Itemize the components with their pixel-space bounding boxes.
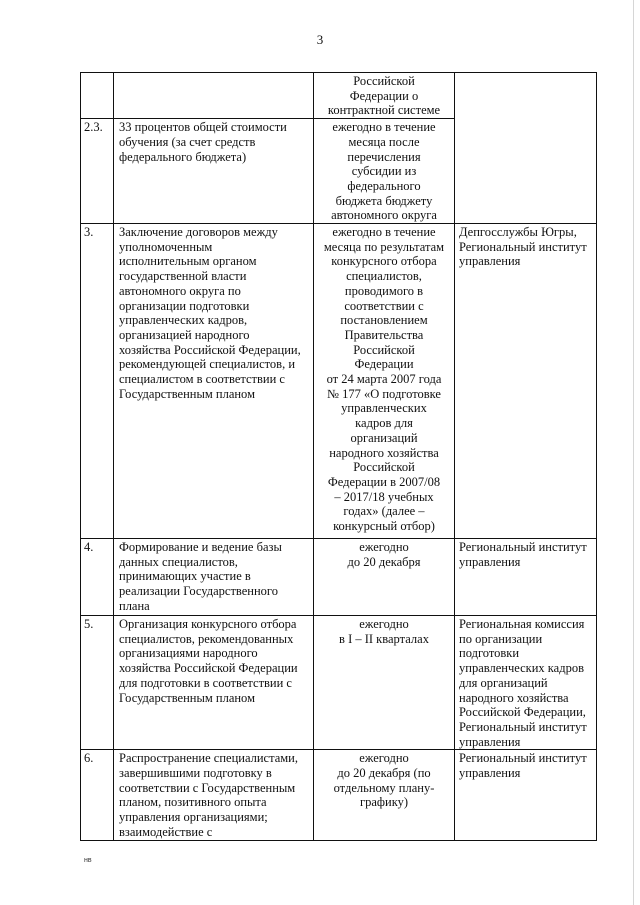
number-cell: 2.3. bbox=[81, 119, 114, 224]
number-cell: 5. bbox=[81, 616, 114, 750]
table-row bbox=[81, 73, 597, 119]
table-row bbox=[81, 616, 597, 750]
responsible-cell: Региональный институт управления bbox=[455, 750, 597, 840]
action-cell: Заключение договоров между уполномоченным исполнительным органом государственной власти автономного округа по организации подготовки управленческих кадров, организацией народного хозяйства Российской Федерации, рекомендующей специалистов, и специалистом в соответствии с Государственным планом bbox=[114, 224, 314, 539]
table-row bbox=[81, 750, 597, 840]
table-row bbox=[81, 224, 597, 539]
page-number: 3 bbox=[316, 32, 324, 47]
number-cell: 3. bbox=[81, 224, 114, 539]
responsible-cell: Региональная комиссия по организации подготовки управленческих кадров для организаций народного хозяйства Российской Федерации, Региональный институт управления bbox=[455, 616, 597, 750]
number-cell: 4. bbox=[81, 539, 114, 616]
scan-edge bbox=[633, 0, 634, 905]
responsible-cell: Региональный институт управления bbox=[455, 539, 597, 616]
action-cell bbox=[114, 73, 314, 119]
deadline-cell: ежегодно до 20 декабря bbox=[314, 539, 455, 616]
deadline-cell: ежегодно до 20 декабря (по отдельному плану- графику) bbox=[314, 750, 455, 840]
deadline-cell: ежегодно в течение месяца по результатам конкурсного отбора специалистов, проводимого в соответствии с постановлением Правительства Российской Федерации от 24 марта 2007 года № 177 «О подготовке управленческих кадров для организаций народного хозяйства Российской Федерации в 2007/08 – 2017/18 учебных годах» (далее – конкурсный отбор) bbox=[314, 224, 455, 539]
action-cell: Формирование и ведение базы данных специалистов, принимающих участие в реализации Государственного плана bbox=[114, 539, 314, 616]
action-cell: 33 процентов общей стоимости обучения (за счет средств федерального бюджета) bbox=[114, 119, 314, 224]
number-cell: 6. bbox=[81, 750, 114, 840]
footer-mark: нв bbox=[84, 857, 92, 864]
responsible-cell: Депгосслужбы Югры, Региональный институт управления bbox=[455, 224, 597, 539]
responsible-cell bbox=[455, 73, 597, 224]
deadline-cell: Российской Федерации о контрактной системе bbox=[314, 73, 455, 119]
plan-table bbox=[80, 72, 597, 841]
number-cell bbox=[81, 73, 114, 119]
deadline-cell: ежегодно в I – II кварталах bbox=[314, 616, 455, 750]
deadline-cell: ежегодно в течение месяца после перечисления субсидии из федерального бюджета бюджету автономного округа bbox=[314, 119, 455, 224]
action-cell: Распространение специалистами, завершившими подготовку в соответствии с Государственным планом, позитивного опыта управления организациями; взаимодействие с bbox=[114, 750, 314, 840]
action-cell: Организация конкурсного отбора специалистов, рекомендованных организациями народного хозяйства Российской Федерации для подготовки в соответствии с Государственным планом bbox=[114, 616, 314, 750]
table-row bbox=[81, 539, 597, 616]
